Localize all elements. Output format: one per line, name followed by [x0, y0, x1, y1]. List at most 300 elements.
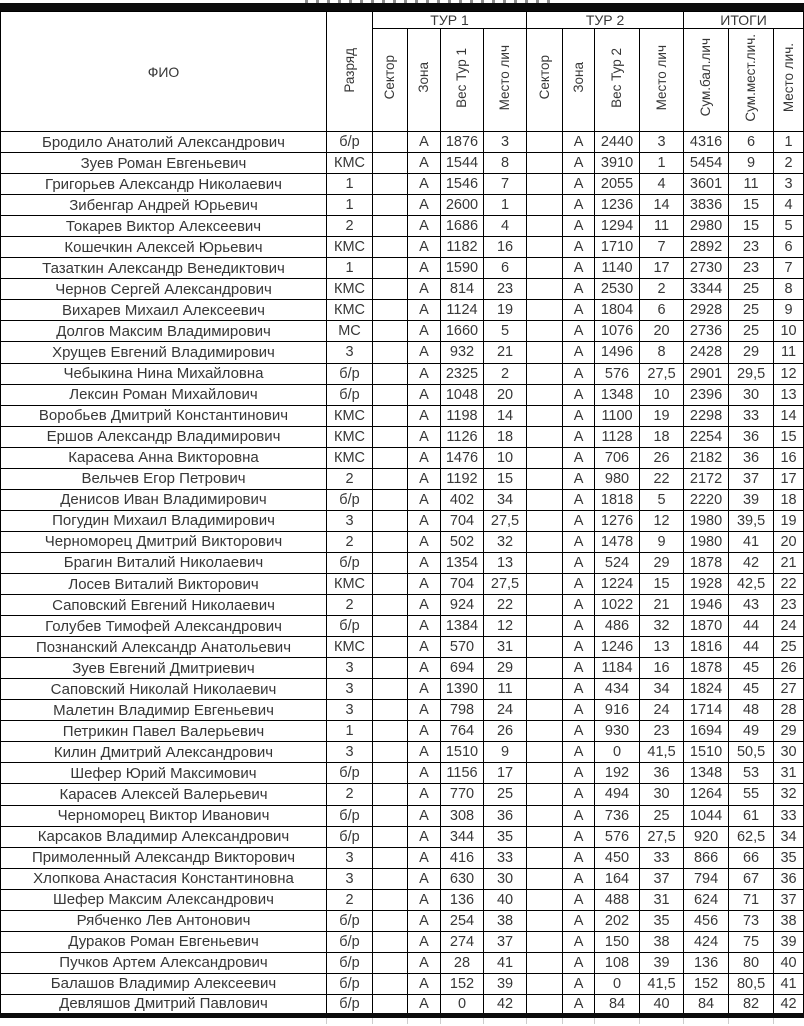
final-place-cell: 41	[774, 973, 804, 994]
final-place-cell: 26	[774, 658, 804, 679]
final-place-cell: 42	[774, 994, 804, 1015]
rank-cell: б/р	[327, 616, 373, 637]
tour2-zone-cell: А	[563, 468, 595, 489]
sum-points-cell: 2428	[684, 342, 729, 363]
tour2-place-cell: 26	[640, 447, 684, 468]
tour1-zone-cell: А	[408, 132, 441, 153]
final-place-cell: 32	[774, 784, 804, 805]
table-row	[1, 952, 804, 973]
sum-places-cell: 50,5	[729, 742, 774, 763]
table-row	[1, 616, 804, 637]
name-cell: Саповский Николай Николаевич	[1, 679, 327, 700]
final-place-cell: 34	[774, 826, 804, 847]
tour1-sector-cell	[373, 321, 408, 342]
tour2-place-cell: 40	[640, 994, 684, 1015]
tour1-weight-cell: 1124	[441, 300, 484, 321]
tour1-sector-cell	[373, 405, 408, 426]
tour1-place-cell: 40	[484, 889, 527, 910]
tour2-weight-cell: 2530	[595, 279, 640, 300]
tour1-weight-cell: 0	[441, 994, 484, 1015]
tour2-weight-cell: 434	[595, 679, 640, 700]
name-cell: Лексин Роман Михайлович	[1, 384, 327, 405]
tour1-weight-cell: 630	[441, 868, 484, 889]
sum-points-cell: 2254	[684, 426, 729, 447]
tour1-place-cell: 42	[484, 994, 527, 1015]
tour1-weight-cell: 2325	[441, 363, 484, 384]
tour1-weight-cell: 570	[441, 637, 484, 658]
tour2-sector-header	[527, 29, 563, 132]
tour2-place-cell: 8	[640, 342, 684, 363]
tour2-place-cell: 29	[640, 552, 684, 573]
gridline	[440, 1018, 441, 1024]
tour1-sector-cell	[373, 889, 408, 910]
tour2-sector-cell	[527, 447, 563, 468]
table-row	[1, 700, 804, 721]
tour1-place-cell: 17	[484, 763, 527, 784]
rank-cell: 3	[327, 868, 373, 889]
tour1-zone-cell: А	[408, 889, 441, 910]
tour1-sector-cell	[373, 847, 408, 868]
sum-points-cell: 136	[684, 952, 729, 973]
tour1-sector-cell	[373, 132, 408, 153]
table-row	[1, 994, 804, 1015]
rank-cell: 2	[327, 784, 373, 805]
table-row	[1, 384, 804, 405]
tour2-sector-cell	[527, 826, 563, 847]
table-row	[1, 342, 804, 363]
tour2-weight-cell: 980	[595, 468, 640, 489]
final-place-cell: 24	[774, 616, 804, 637]
tour2-sector-cell	[527, 700, 563, 721]
name-cell: Голубев Тимофей Александрович	[1, 616, 327, 637]
rank-cell: 1	[327, 174, 373, 195]
tour2-zone-header-label: Зона	[570, 62, 586, 93]
tour2-weight-cell: 524	[595, 552, 640, 573]
table-row	[1, 405, 804, 426]
tour1-weight-cell: 770	[441, 784, 484, 805]
tour2-sector-cell	[527, 595, 563, 616]
tour2-sector-cell	[527, 195, 563, 216]
tour2-weight-cell: 494	[595, 784, 640, 805]
rank-cell: б/р	[327, 910, 373, 931]
final-place-cell: 33	[774, 805, 804, 826]
tour2-sector-cell	[527, 426, 563, 447]
gridline	[639, 1018, 640, 1024]
table-row	[1, 847, 804, 868]
tour1-place-cell: 27,5	[484, 510, 527, 531]
rank-column-header-label: Разряд	[341, 47, 357, 93]
tour1-weight-cell: 1126	[441, 426, 484, 447]
tour1-weight-cell: 1476	[441, 447, 484, 468]
tour2-sector-header-label: Сектор	[536, 55, 552, 100]
tour1-zone-header-label: Зона	[416, 62, 432, 93]
tour2-zone-cell: А	[563, 510, 595, 531]
table-row	[1, 468, 804, 489]
group-header-totals: ИТОГИ	[684, 12, 804, 29]
table-header	[1, 12, 804, 132]
tour2-place-cell: 5	[640, 489, 684, 510]
name-cell: Чебыкина Нина Михайловна	[1, 363, 327, 384]
tour2-place-cell: 24	[640, 700, 684, 721]
tour1-zone-cell: А	[408, 847, 441, 868]
tour1-zone-cell: А	[408, 153, 441, 174]
tour2-sector-cell	[527, 552, 563, 573]
group-header-tour1: ТУР 1	[373, 12, 527, 29]
tour1-place-cell: 7	[484, 174, 527, 195]
sum-points-cell: 1980	[684, 531, 729, 552]
tour2-weight-cell: 150	[595, 931, 640, 952]
tour1-place-cell: 12	[484, 616, 527, 637]
gridline	[483, 1018, 484, 1024]
tour2-weight-cell: 916	[595, 700, 640, 721]
tour1-zone-cell: А	[408, 447, 441, 468]
name-cell: Вельчев Егор Петрович	[1, 468, 327, 489]
final-place-cell: 8	[774, 279, 804, 300]
tour1-sector-cell	[373, 510, 408, 531]
final-place-cell: 7	[774, 258, 804, 279]
tour1-sector-cell	[373, 237, 408, 258]
sum-places-cell: 67	[729, 868, 774, 889]
sum-points-cell: 4316	[684, 132, 729, 153]
rank-cell: 3	[327, 510, 373, 531]
tour2-weight-cell: 736	[595, 805, 640, 826]
tour2-place-header-label: Место лич	[653, 44, 669, 111]
tour2-place-cell: 13	[640, 637, 684, 658]
sum-places-cell: 80,5	[729, 973, 774, 994]
sum-places-cell: 15	[729, 195, 774, 216]
table-row	[1, 805, 804, 826]
tour2-zone-cell: А	[563, 763, 595, 784]
final-place-cell: 12	[774, 363, 804, 384]
tour1-zone-cell: А	[408, 216, 441, 237]
name-cell: Бродило Анатолий Александрович	[1, 132, 327, 153]
final-place-cell: 10	[774, 321, 804, 342]
final-place-cell: 14	[774, 405, 804, 426]
tour1-place-cell: 29	[484, 658, 527, 679]
top-thick-rule	[0, 3, 804, 11]
tour2-zone-cell: А	[563, 931, 595, 952]
tour2-weight-cell: 84	[595, 994, 640, 1015]
tour1-zone-cell: А	[408, 468, 441, 489]
tour2-weight-cell: 1184	[595, 658, 640, 679]
tour1-sector-cell	[373, 531, 408, 552]
sum-places-cell: 73	[729, 910, 774, 931]
tour1-sector-cell	[373, 300, 408, 321]
sum-places-cell: 82	[729, 994, 774, 1015]
tour1-sector-cell	[373, 679, 408, 700]
final-place-cell: 20	[774, 531, 804, 552]
final-place-cell: 6	[774, 237, 804, 258]
sum-places-cell: 37	[729, 468, 774, 489]
tour2-sector-cell	[527, 805, 563, 826]
tour1-place-cell: 35	[484, 826, 527, 847]
final-place-cell: 30	[774, 742, 804, 763]
sum-places-cell: 23	[729, 258, 774, 279]
tour1-zone-cell: А	[408, 742, 441, 763]
tour1-sector-header	[373, 29, 408, 132]
tour1-place-cell: 39	[484, 973, 527, 994]
tour1-zone-cell: А	[408, 300, 441, 321]
name-cell: Шефер Максим Александрович	[1, 889, 327, 910]
tour1-zone-cell: А	[408, 721, 441, 742]
tour1-sector-cell	[373, 637, 408, 658]
sum-places-cell: 23	[729, 237, 774, 258]
sum-points-cell: 1348	[684, 763, 729, 784]
sum-places-cell: 62,5	[729, 826, 774, 847]
tour2-place-cell: 30	[640, 784, 684, 805]
tour2-sector-cell	[527, 616, 563, 637]
tour1-zone-cell: А	[408, 595, 441, 616]
name-cell: Воробьев Дмитрий Константинович	[1, 405, 327, 426]
sum-places-cell: 36	[729, 426, 774, 447]
rank-cell: КМС	[327, 237, 373, 258]
sum-points-cell: 1264	[684, 784, 729, 805]
table-row	[1, 195, 804, 216]
tour2-place-header	[640, 29, 684, 132]
table-row	[1, 531, 804, 552]
sum-places-cell: 75	[729, 931, 774, 952]
tour2-place-cell: 22	[640, 468, 684, 489]
tour2-sector-cell	[527, 931, 563, 952]
tour2-place-cell: 19	[640, 405, 684, 426]
table-row	[1, 763, 804, 784]
tour2-zone-cell: А	[563, 658, 595, 679]
name-cell: Примоленный Александр Викторович	[1, 847, 327, 868]
tour2-sector-cell	[527, 321, 563, 342]
name-cell: Лосев Виталий Викторович	[1, 573, 327, 594]
final-place-cell: 19	[774, 510, 804, 531]
tour2-weight-cell: 0	[595, 973, 640, 994]
rank-cell: 1	[327, 258, 373, 279]
tour1-weight-cell: 694	[441, 658, 484, 679]
tour2-weight-cell: 488	[595, 889, 640, 910]
final-place-cell: 17	[774, 468, 804, 489]
tour1-place-cell: 36	[484, 805, 527, 826]
tour2-sector-cell	[527, 279, 563, 300]
tour2-sector-cell	[527, 573, 563, 594]
tour1-place-cell: 41	[484, 952, 527, 973]
tour1-weight-cell: 152	[441, 973, 484, 994]
tour1-zone-cell: А	[408, 784, 441, 805]
sum-points-cell: 866	[684, 847, 729, 868]
rank-cell: 3	[327, 342, 373, 363]
tour2-place-cell: 41,5	[640, 973, 684, 994]
tour1-sector-cell	[373, 363, 408, 384]
rank-cell: 3	[327, 700, 373, 721]
tour1-sector-cell	[373, 826, 408, 847]
table-row	[1, 279, 804, 300]
name-cell: Карасева Анна Викторовна	[1, 447, 327, 468]
table-row	[1, 573, 804, 594]
final-place-cell: 39	[774, 931, 804, 952]
tour2-place-cell: 23	[640, 721, 684, 742]
tour2-zone-cell: А	[563, 216, 595, 237]
tour2-weight-cell: 202	[595, 910, 640, 931]
tour2-zone-cell: А	[563, 910, 595, 931]
tour2-weight-cell: 108	[595, 952, 640, 973]
tour1-zone-cell: А	[408, 700, 441, 721]
rank-cell: КМС	[327, 300, 373, 321]
tour2-weight-cell: 1076	[595, 321, 640, 342]
tour2-sector-cell	[527, 763, 563, 784]
tour1-place-cell: 31	[484, 637, 527, 658]
tour2-sector-cell	[527, 742, 563, 763]
rank-cell: б/р	[327, 384, 373, 405]
tour2-weight-cell: 1348	[595, 384, 640, 405]
sum-places-cell: 25	[729, 321, 774, 342]
tour2-weight-cell: 1496	[595, 342, 640, 363]
results-body	[1, 132, 804, 1016]
tour1-zone-cell: А	[408, 973, 441, 994]
tour2-sector-cell	[527, 868, 563, 889]
sum-points-cell: 152	[684, 973, 729, 994]
tour1-weight-cell: 1156	[441, 763, 484, 784]
final-place-cell: 21	[774, 552, 804, 573]
tour1-place-cell: 1	[484, 195, 527, 216]
tour1-sector-cell	[373, 910, 408, 931]
group-header-tour2: ТУР 2	[527, 12, 684, 29]
tour2-zone-cell: А	[563, 237, 595, 258]
totals-sum-places-header	[729, 29, 774, 132]
tour2-weight-cell: 3910	[595, 153, 640, 174]
table-row	[1, 595, 804, 616]
tour1-weight-cell: 344	[441, 826, 484, 847]
tour2-zone-cell: А	[563, 153, 595, 174]
clipped-text-fragment	[305, 0, 557, 3]
tour1-sector-cell	[373, 552, 408, 573]
tour1-weight-cell: 416	[441, 847, 484, 868]
tour2-zone-cell: А	[563, 805, 595, 826]
tour1-weight-cell: 924	[441, 595, 484, 616]
group-header-row	[1, 12, 804, 29]
sum-places-cell: 33	[729, 405, 774, 426]
tour2-place-cell: 9	[640, 531, 684, 552]
tour2-weight-cell: 576	[595, 826, 640, 847]
tour1-sector-cell	[373, 174, 408, 195]
tour1-zone-cell: А	[408, 952, 441, 973]
tour2-weight-cell: 706	[595, 447, 640, 468]
sum-places-cell: 53	[729, 763, 774, 784]
tour2-zone-cell: А	[563, 321, 595, 342]
sum-places-cell: 49	[729, 721, 774, 742]
tour2-zone-cell: А	[563, 300, 595, 321]
name-cell: Малетин Владимир Евгеньевич	[1, 700, 327, 721]
final-place-cell: 2	[774, 153, 804, 174]
tour2-sector-cell	[527, 784, 563, 805]
tour1-weight-cell: 1048	[441, 384, 484, 405]
tour1-sector-cell	[373, 763, 408, 784]
tour1-zone-cell: А	[408, 910, 441, 931]
tour2-zone-cell: А	[563, 595, 595, 616]
sum-points-cell: 1816	[684, 637, 729, 658]
tour2-weight-header-label: Вес Тур 2	[609, 47, 625, 108]
final-place-cell: 35	[774, 847, 804, 868]
tour1-weight-cell: 274	[441, 931, 484, 952]
sum-points-cell: 3344	[684, 279, 729, 300]
tour1-zone-cell: А	[408, 531, 441, 552]
tour2-weight-cell: 1100	[595, 405, 640, 426]
tour1-sector-cell	[373, 616, 408, 637]
sum-points-cell: 794	[684, 868, 729, 889]
tour1-weight-header-label: Вес Тур 1	[454, 47, 470, 108]
final-place-cell: 1	[774, 132, 804, 153]
tour2-place-cell: 41,5	[640, 742, 684, 763]
tour1-sector-cell	[373, 468, 408, 489]
final-place-cell: 29	[774, 721, 804, 742]
tour1-weight-cell: 1510	[441, 742, 484, 763]
tour1-zone-cell: А	[408, 658, 441, 679]
tour1-weight-cell: 932	[441, 342, 484, 363]
sum-points-cell: 1878	[684, 552, 729, 573]
name-cell: Зибенгар Андрей Юрьевич	[1, 195, 327, 216]
tour2-weight-cell: 486	[595, 616, 640, 637]
final-place-cell: 25	[774, 637, 804, 658]
name-cell: Дураков Роман Евгеньевич	[1, 931, 327, 952]
tour1-sector-cell	[373, 700, 408, 721]
tour2-weight-cell: 1478	[595, 531, 640, 552]
final-place-cell: 22	[774, 573, 804, 594]
tour1-sector-cell	[373, 868, 408, 889]
tour1-zone-cell: А	[408, 552, 441, 573]
tour2-weight-cell: 192	[595, 763, 640, 784]
final-place-cell: 11	[774, 342, 804, 363]
tour1-weight-cell: 402	[441, 489, 484, 510]
tour2-place-cell: 21	[640, 595, 684, 616]
rank-cell: КМС	[327, 405, 373, 426]
rank-cell: 2	[327, 468, 373, 489]
tour1-zone-cell: А	[408, 637, 441, 658]
tour1-sector-cell	[373, 153, 408, 174]
sum-places-cell: 29	[729, 342, 774, 363]
table-row	[1, 321, 804, 342]
tour1-zone-cell: А	[408, 489, 441, 510]
final-place-cell: 36	[774, 868, 804, 889]
sum-points-cell: 5454	[684, 153, 729, 174]
tour2-place-cell: 10	[640, 384, 684, 405]
sum-places-cell: 39	[729, 489, 774, 510]
tour2-zone-cell: А	[563, 384, 595, 405]
tour1-zone-cell: А	[408, 868, 441, 889]
tour2-zone-header	[563, 29, 595, 132]
tour1-weight-cell: 814	[441, 279, 484, 300]
tour1-place-cell: 2	[484, 363, 527, 384]
gridline	[326, 1018, 327, 1024]
tour1-sector-cell	[373, 784, 408, 805]
tour1-place-cell: 18	[484, 426, 527, 447]
tour2-sector-cell	[527, 153, 563, 174]
sum-points-cell: 1878	[684, 658, 729, 679]
sum-places-cell: 55	[729, 784, 774, 805]
rank-cell: 1	[327, 195, 373, 216]
table-row	[1, 258, 804, 279]
tour2-sector-cell	[527, 342, 563, 363]
tour2-place-cell: 15	[640, 573, 684, 594]
final-place-cell: 4	[774, 195, 804, 216]
final-place-cell: 27	[774, 679, 804, 700]
tour2-zone-cell: А	[563, 700, 595, 721]
name-cell: Денисов Иван Владимирович	[1, 489, 327, 510]
tour2-sector-cell	[527, 384, 563, 405]
sum-points-cell: 1714	[684, 700, 729, 721]
tour1-place-cell: 19	[484, 300, 527, 321]
tour1-sector-cell	[373, 994, 408, 1015]
tour2-zone-cell: А	[563, 637, 595, 658]
results-table	[0, 11, 804, 1018]
tour2-weight-cell: 450	[595, 847, 640, 868]
tour1-weight-cell: 1384	[441, 616, 484, 637]
sum-points-cell: 2892	[684, 237, 729, 258]
final-place-cell: 15	[774, 426, 804, 447]
